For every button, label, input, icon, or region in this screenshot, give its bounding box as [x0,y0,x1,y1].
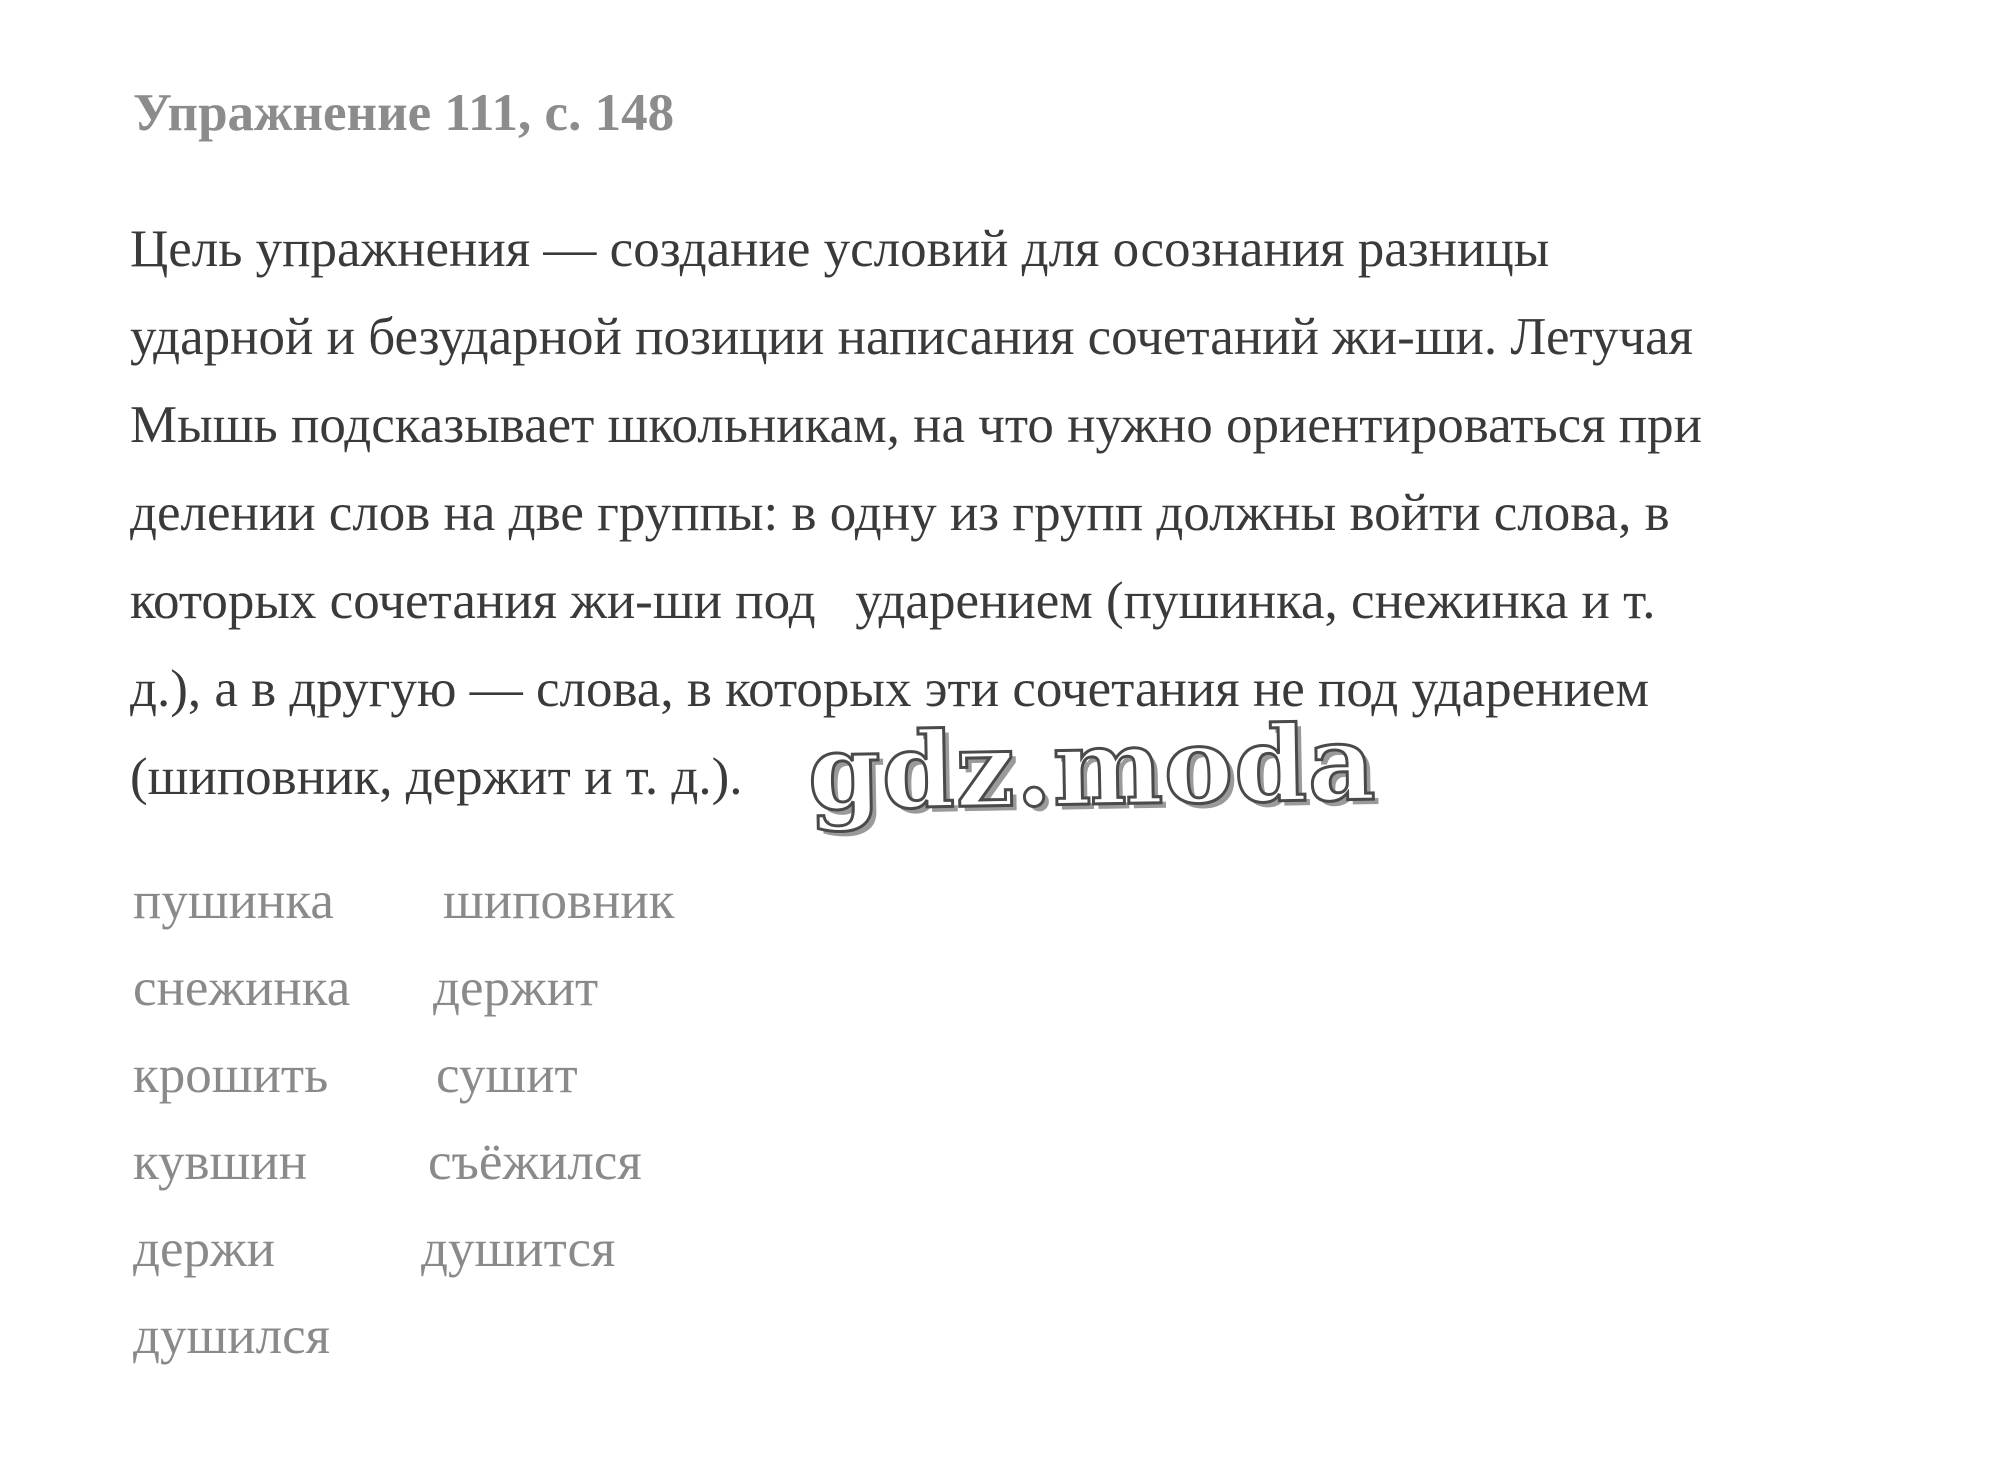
paragraph-line: (шиповник, держит и т. д.). [130,748,743,806]
paragraph-line: ударной и безударной позиции написания сочетаний жи-ши. Летучая [130,308,1694,366]
stressed-word: пушинка [133,872,334,930]
paragraph-line: делении слов на две группы: в одну из групп должны войти слова, в [130,484,1670,542]
unstressed-word: съёжился [428,1133,642,1191]
watermark-logo: gdz.moda [806,701,1378,834]
page-title: Упражнение 111, с. 148 [133,84,675,142]
unstressed-word: сушит [436,1046,578,1104]
paragraph-line: Мышь подсказывает школьникам, на что нужно ориентироваться при [130,396,1702,454]
unstressed-word: держит [433,959,599,1017]
paragraph-line: Цель упражнения — создание условий для осознания разницы [130,220,1550,278]
paragraph-line: которых сочетания жи-ши под ударением (пушинка, снежинка и т. [130,572,1656,630]
stressed-word: душился [133,1307,330,1365]
unstressed-word: душится [421,1220,616,1278]
stressed-word: кувшин [133,1133,308,1191]
stressed-word: держи [133,1220,275,1278]
stressed-word: крошить [133,1046,329,1104]
unstressed-word: шиповник [443,872,675,930]
paragraph-line: д.), а в другую — слова, в которых эти сочетания не под ударением [130,660,1649,718]
stressed-word: снежинка [133,959,351,1017]
